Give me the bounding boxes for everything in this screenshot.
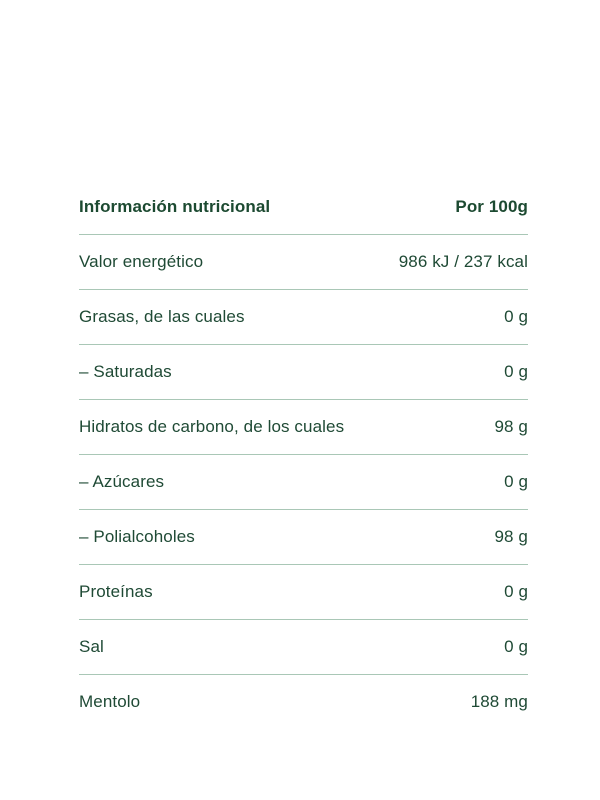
table-row: [79, 565, 528, 620]
table-row: [79, 620, 528, 675]
row-value-salt: 0 g: [504, 637, 528, 656]
row-value-sugars: 0 g: [504, 472, 528, 491]
table-row: [79, 675, 528, 729]
row-label-proteins: Proteínas: [79, 582, 153, 601]
table-row: [79, 235, 528, 290]
row-value-carbohydrates: 98 g: [494, 417, 528, 436]
header-value: Por 100g: [455, 197, 528, 216]
header-label: Información nutricional: [79, 197, 271, 216]
table-row: [79, 510, 528, 565]
table-row: [79, 290, 528, 345]
row-label-saturated: – Saturadas: [79, 362, 172, 381]
row-label-energy: Valor energético: [79, 252, 204, 271]
row-label-carbohydrates: Hidratos de carbono, de los cuales: [79, 417, 345, 436]
row-label-salt: Sal: [79, 637, 104, 656]
table-row: [79, 400, 528, 455]
row-label-sugars: – Azúcares: [79, 472, 165, 491]
row-label-fats: Grasas, de las cuales: [79, 307, 245, 326]
row-value-polyols: 98 g: [494, 527, 528, 546]
row-value-energy: 986 kJ / 237 kcal: [398, 252, 528, 271]
row-label-polyols: – Polialcoholes: [79, 527, 195, 546]
row-value-saturated: 0 g: [504, 362, 528, 381]
table-row: [79, 345, 528, 400]
row-value-menthol: 188 mg: [470, 692, 528, 711]
table-row: [79, 455, 528, 510]
row-value-proteins: 0 g: [504, 582, 528, 601]
nutrition-table: [79, 180, 528, 729]
row-label-menthol: Mentolo: [79, 692, 141, 711]
nutrition-table-header: [79, 180, 528, 235]
row-value-fats: 0 g: [504, 307, 528, 326]
